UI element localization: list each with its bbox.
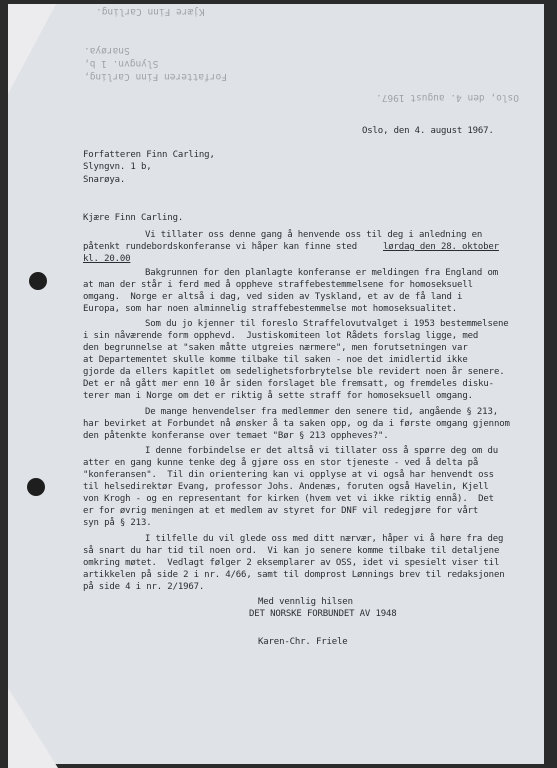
para3-line-2: i sin nåværende form opphevd. Justiskomiteen lot Rådets forslag ligge, med	[83, 331, 479, 341]
bleedthrough-address-2: Slyngvn. 1 b,	[84, 58, 159, 69]
para5-line-1: I denne forbindelse er det altså vi tillater oss å spørre deg om du	[145, 446, 498, 456]
punch-hole-lower	[27, 478, 45, 496]
para4-line-1: De mange henvendelser fra medlemmer den senere tid, angående § 213,	[145, 407, 498, 417]
para5-line-4: til helsedirektør Evang, professor Johs. Andenæs, foruten også Havelin, Kjell	[83, 482, 489, 492]
para2-line-4: Europa, som har noen alminnelig straffebestemmelse mot homoseksualitet.	[83, 304, 458, 314]
para1-line-2: påtenkt rundebordskonferanse vi håper kan finne sted	[83, 242, 357, 252]
para2-line-2: at man der står i ferd med å oppheve straffebestemmelsene for homoseksuell	[83, 280, 473, 290]
bleedthrough-address-3: Forfatteren Finn Carling,	[84, 71, 227, 82]
para5-line-7: syn på § 213.	[83, 518, 152, 528]
para3-line-6: Det er nå gått mer enn 10 år siden forslaget ble fremsatt, og fremdeles disku-	[83, 379, 494, 389]
para3-line-7: terer man i Norge om det er riktig å sette straff for homoseksuell omgang.	[83, 391, 473, 401]
para5-line-6: er for øvrig meningen at et medlem av styret for DNF vil redegjøre for vårt	[83, 506, 479, 516]
bleedthrough-date: Oslo, den 4. august 1967.	[376, 92, 519, 103]
para4-line-3: den påtenkte konferanse over temaet "Bør § 213 oppheves?".	[83, 431, 389, 441]
para2-line-3: omgang. Norge er altså i dag, ved siden av Tyskland, et av de få land i	[83, 292, 463, 302]
para6-line-1: I tilfelle du vil glede oss med ditt nærvær, håper vi å høre fra deg	[145, 534, 504, 544]
closing: Med vennlig hilsen	[258, 597, 353, 607]
organization: DET NORSKE FORBUNDET AV 1948	[249, 609, 397, 619]
para3-line-4: at Departementet skulle komme tilbake til saken - noe det imidlertid ikke	[83, 355, 468, 365]
signature: Karen-Chr. Friele	[258, 637, 348, 647]
para5-line-3: "konferansen". Til din orientering kan vi opplyse at vi også har henvendt oss	[83, 470, 494, 480]
para6-line-4: artikkelen på side 2 i nr. 4/66, samt til domprost Lønnings brev til redaksjonen	[83, 570, 505, 580]
punch-hole-upper	[29, 272, 47, 290]
bleedthrough-address-1: Snarøya.	[84, 45, 130, 56]
recipient-line-2: Slyngvn. 1 b,	[83, 162, 152, 172]
recipient-line-1: Forfatteren Finn Carling,	[83, 150, 215, 160]
para3-line-1: Som du jo kjenner til foreslo Straffelovutvalget i 1953 bestemmelsene	[145, 319, 509, 329]
para6-line-2: så snart du har tid til noen ord. Vi kan jo senere komme tilbake til detaljene	[83, 546, 500, 556]
para2-line-1: Bakgrunnen for den planlagte konferanse er meldingen fra England om	[145, 268, 498, 278]
bleedthrough-top-line: Kjære Finn Carling.	[96, 6, 205, 17]
salutation: Kjære Finn Carling.	[83, 213, 184, 223]
date-line: Oslo, den 4. august 1967.	[362, 126, 494, 136]
event-date: lørdag den 28. oktober	[383, 242, 499, 252]
folded-corner-bottom	[8, 688, 58, 768]
para3-line-5: gjorde da ellers kapitlet om sedelighetsforbrytelse ble revidert noen år senere.	[83, 367, 505, 377]
para6-line-5: på side 4 i nr. 2/1967.	[83, 582, 205, 592]
para3-line-3: den begrunnelse at "saken måtte utgreies nærmere", men forutsetningen var	[83, 343, 468, 353]
para1-line-1: Vi tillater oss denne gang å henvende oss til deg i anledning en	[145, 230, 483, 240]
para4-line-2: har bevirket at Forbundet nå ønsker å ta saken opp, og da i første omgang gjennom	[83, 419, 510, 429]
para5-line-5: von Krogh - og en representant for kirken (hvem vet vi ikke riktig ennå). Det	[83, 494, 494, 504]
recipient-line-3: Snarøya.	[83, 175, 126, 185]
folded-corner-top	[8, 4, 56, 94]
para5-line-2: atter en gang kunne tenke deg å gjøre oss en stor tjeneste - ved å delta på	[83, 458, 479, 468]
event-time: kl. 20.00	[83, 254, 131, 264]
para6-line-3: omkring møtet. Vedlagt følger 2 eksemplarer av OSS, idet vi spesielt viser til	[83, 558, 500, 568]
